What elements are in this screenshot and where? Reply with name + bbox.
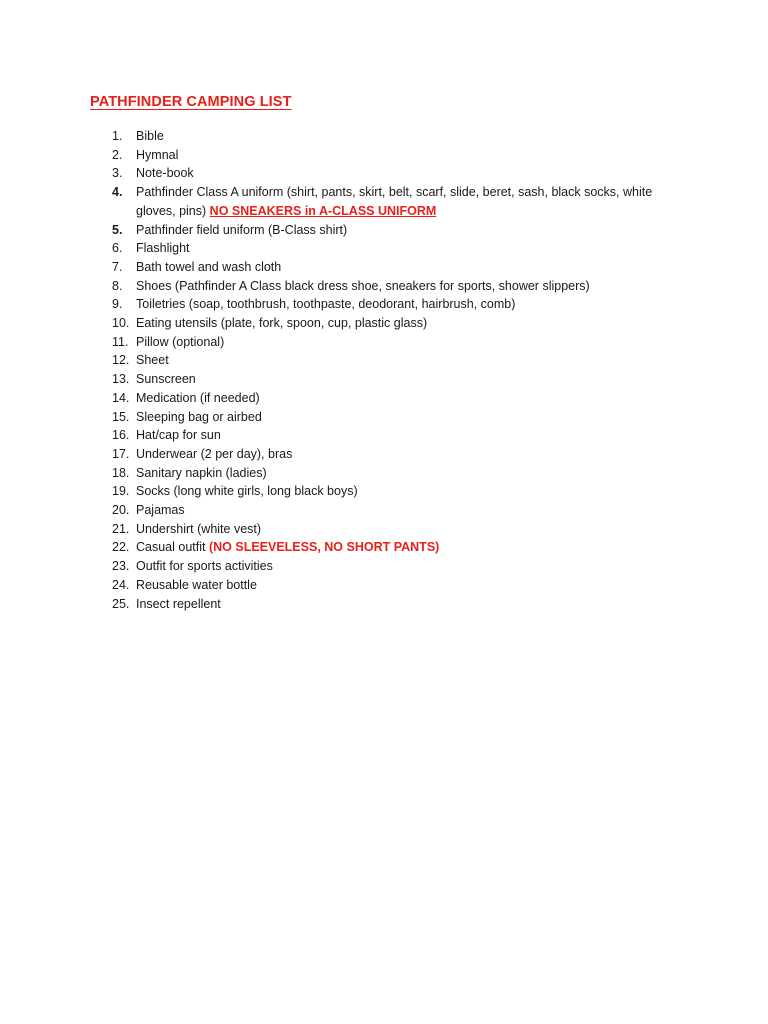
item-text: Pathfinder Class A uniform (shirt, pants, skirt, belt, scarf, slide, beret, sash, black socks, white gloves, pins) (136, 185, 653, 218)
list-item (112, 221, 672, 240)
list-item (112, 314, 672, 333)
list-item (112, 239, 672, 258)
list-item (112, 595, 672, 614)
item-number: 11. (112, 334, 129, 349)
item-number: 18. (112, 465, 130, 480)
item-number: 8. (112, 278, 123, 293)
list-item (112, 501, 672, 520)
item-text: Shoes (Pathfinder A Class black dress shoe, sneakers for sports, shower slippers) (136, 278, 590, 293)
list-item (112, 146, 672, 165)
list-item (112, 370, 672, 389)
item-text: Note-book (136, 166, 194, 181)
item-number: 7. (112, 259, 123, 274)
item-text: Hymnal (136, 147, 179, 162)
item-text: Sleeping bag or airbed (136, 409, 262, 424)
item-number: 15. (112, 409, 130, 424)
list-item (112, 464, 672, 483)
item-text: Pathfinder field uniform (B-Class shirt) (136, 222, 348, 237)
item-text: Pillow (optional) (136, 334, 225, 349)
list-item (112, 277, 672, 296)
item-text: Sheet (136, 353, 169, 368)
list-item (112, 538, 672, 557)
item-text: Flashlight (136, 241, 190, 256)
list-item (112, 426, 672, 445)
item-number: 2. (112, 147, 123, 162)
item-text: Reusable water bottle (136, 577, 257, 592)
list-item (112, 576, 672, 595)
list-item (112, 333, 672, 352)
list-item (112, 445, 672, 464)
list-item (112, 164, 672, 183)
item-number: 4. (112, 185, 123, 200)
item-text: Casual outfit (136, 540, 206, 555)
item-text: Pajamas (136, 503, 185, 518)
item-text: Sanitary napkin (ladies) (136, 465, 267, 480)
item-number: 20. (112, 503, 130, 518)
item-number: 22. (112, 540, 130, 555)
list-item (112, 482, 672, 501)
item-text: Eating utensils (plate, fork, spoon, cup, plastic glass) (136, 316, 428, 331)
item-warning-note: NO SNEAKERS in A-CLASS UNIFORM (209, 203, 437, 218)
item-number: 25. (112, 596, 130, 611)
list-item (112, 520, 672, 539)
item-number: 19. (112, 484, 130, 499)
list-item (112, 127, 672, 146)
item-number: 12. (112, 353, 130, 368)
item-text: Bath towel and wash cloth (136, 259, 282, 274)
camping-list (112, 127, 672, 613)
item-text: Socks (long white girls, long black boys) (136, 484, 358, 499)
page-title: PATHFINDER CAMPING LIST (90, 94, 292, 110)
item-text: Undershirt (white vest) (136, 521, 262, 536)
item-text: Medication (if needed) (136, 390, 260, 405)
list-item (112, 183, 672, 220)
item-text: Outfit for sports activities (136, 559, 273, 574)
item-number: 13. (112, 372, 130, 387)
item-number: 1. (112, 129, 123, 143)
item-number: 16. (112, 428, 130, 443)
item-number: 3. (112, 166, 123, 181)
item-warning-note: (NO SLEEVELESS, NO SHORT PANTS) (208, 540, 440, 555)
list-item (112, 295, 672, 314)
item-number: 17. (112, 446, 130, 461)
item-number: 24. (112, 577, 130, 592)
item-text: Toiletries (soap, toothbrush, toothpaste, deodorant, hairbrush, comb) (136, 297, 516, 312)
item-text: Insect repellent (136, 596, 221, 611)
list-item (112, 389, 672, 408)
item-text: Underwear (2 per day), bras (136, 446, 293, 461)
list-item (112, 258, 672, 277)
list-item (112, 557, 672, 576)
item-text: Bible (136, 129, 164, 143)
item-number: 23. (112, 559, 130, 574)
item-text: Sunscreen (136, 372, 196, 387)
item-text: Hat/cap for sun (136, 428, 221, 443)
item-number: 9. (112, 297, 123, 312)
item-number: 5. (112, 222, 123, 237)
item-number: 21. (112, 521, 130, 536)
item-number: 6. (112, 241, 123, 256)
list-item (112, 408, 672, 427)
item-number: 14. (112, 390, 130, 405)
item-number: 10. (112, 316, 130, 331)
list-item (112, 351, 672, 370)
